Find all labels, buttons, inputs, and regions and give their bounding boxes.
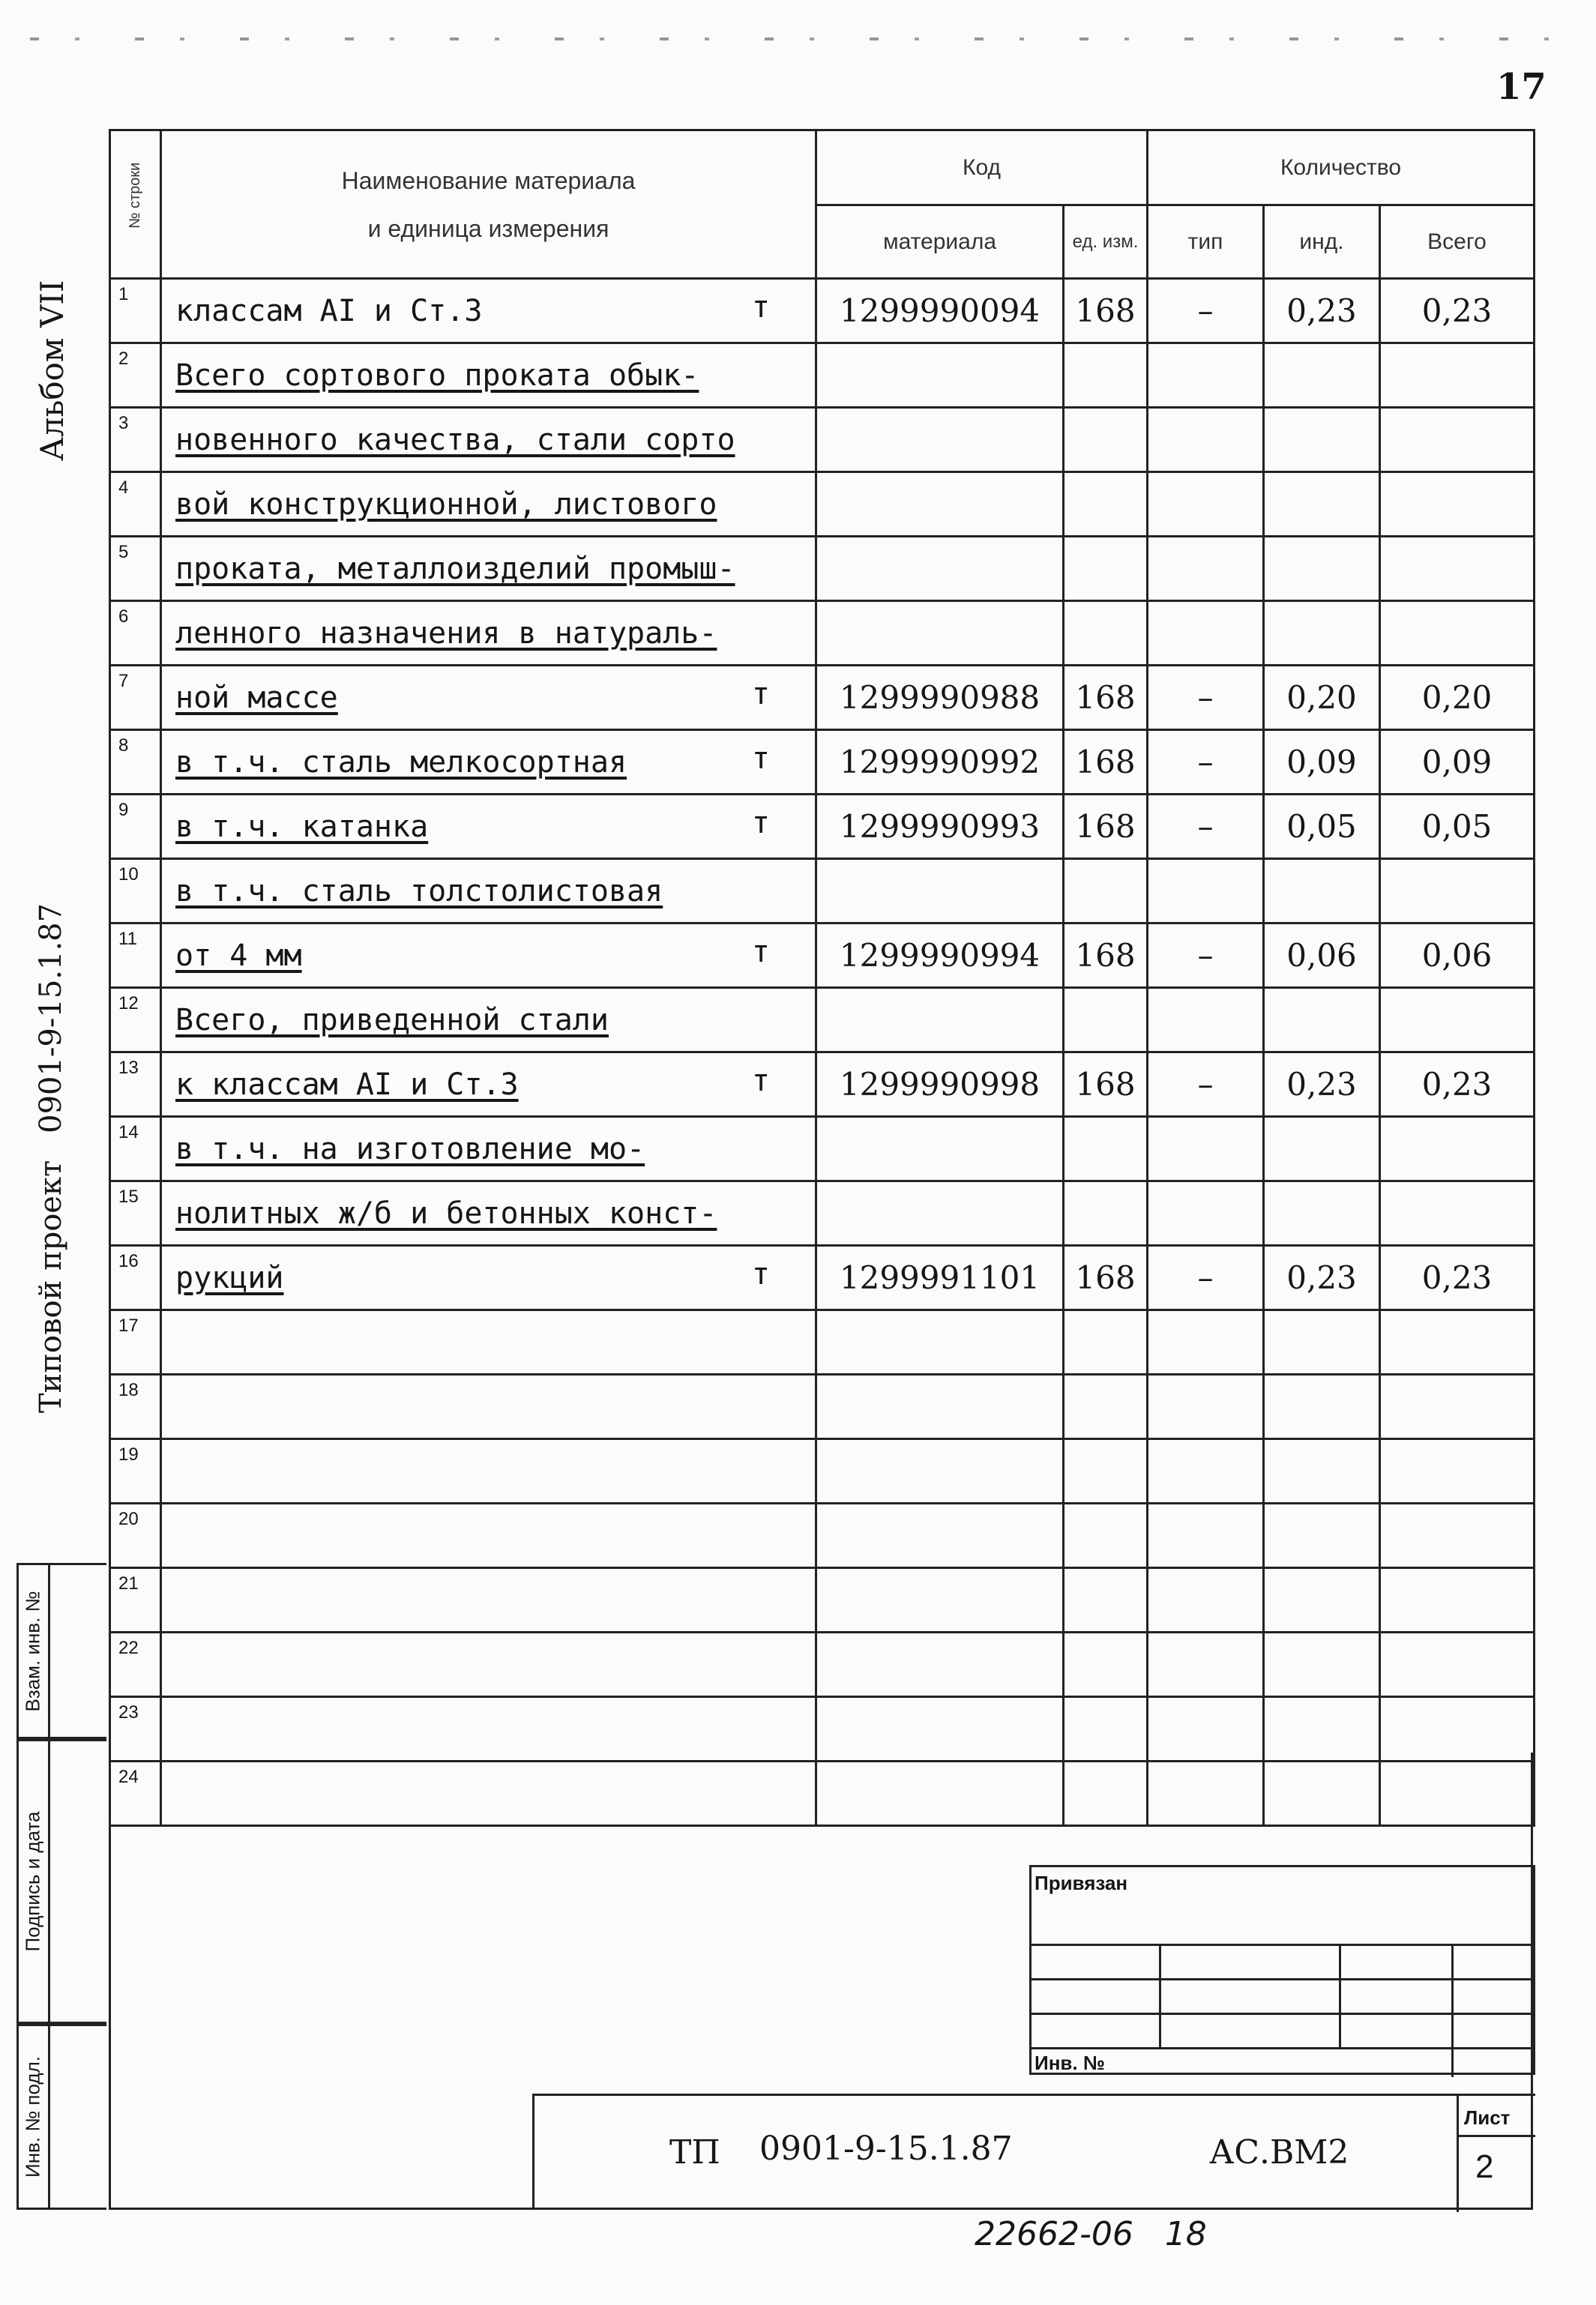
row-number: 23 [110, 1697, 161, 1762]
material-name-text: в т.ч. катанка [175, 809, 429, 844]
unit-symbol: т [751, 677, 770, 711]
material-code: 1299991101 [816, 1246, 1064, 1310]
qty-tip [1148, 601, 1264, 666]
unit-code: 168 [1064, 279, 1148, 343]
side-project-label: Типовой проект [34, 1160, 68, 1414]
table-row [110, 279, 1535, 343]
strip-sign-date [16, 1739, 106, 2024]
table-row [110, 1375, 1535, 1439]
material-name [161, 795, 816, 859]
qty-ind [1264, 537, 1380, 601]
qty-tip [1148, 408, 1264, 472]
material-code: 1299990094 [816, 279, 1064, 343]
header-code-group: Код [816, 130, 1148, 205]
qty-total: 0,23 [1380, 1246, 1535, 1310]
material-code [816, 343, 1064, 408]
row-number: 3 [110, 408, 161, 472]
qty-tip [1148, 859, 1264, 923]
strip-inv-orig-label: Инв. № подл. [21, 2056, 44, 2178]
material-name [161, 1246, 816, 1310]
table-row [110, 1439, 1535, 1504]
tp-prefix: ТП [669, 2133, 720, 2172]
material-name [161, 1633, 816, 1697]
qty-tip [1148, 1117, 1264, 1181]
qty-tip [1148, 472, 1264, 537]
strip-inv-orig [16, 2024, 106, 2210]
side-project-caption [34, 873, 71, 1443]
row-number: 16 [110, 1246, 161, 1310]
material-name [161, 666, 816, 730]
table-row [110, 1697, 1535, 1762]
table-row [110, 1310, 1535, 1375]
footer-area [109, 1753, 1533, 2210]
table-row [110, 988, 1535, 1052]
table-row [110, 1052, 1535, 1117]
tp-code: 0901-9-15.1.87 [759, 2130, 1013, 2168]
unit-code [1064, 343, 1148, 408]
attached-label: Привязан [1035, 1872, 1128, 1894]
material-name-text: проката, металлоизделий промыш- [175, 551, 735, 586]
materials-table [109, 129, 1535, 1827]
qty-total: 0,23 [1380, 279, 1535, 343]
inv-no-label: Инв. № [1035, 2052, 1105, 2074]
qty-ind [1264, 1568, 1380, 1633]
header-total: Всего [1380, 205, 1535, 279]
header-row-no: № строки [110, 130, 161, 279]
material-name-text: рукций [175, 1260, 284, 1295]
material-name-text: в т.ч. сталь мелкосортная [175, 744, 627, 780]
header-material-code: материала [816, 205, 1064, 279]
material-name [161, 1117, 816, 1181]
material-code [816, 859, 1064, 923]
row-number: 7 [110, 666, 161, 730]
row-number: 5 [110, 537, 161, 601]
qty-total [1380, 1375, 1535, 1439]
header-tip: тип [1148, 205, 1264, 279]
table-row [110, 923, 1535, 988]
qty-total: 0,06 [1380, 923, 1535, 988]
qty-ind [1264, 601, 1380, 666]
unit-code [1064, 859, 1148, 923]
unit-code [1064, 1310, 1148, 1375]
qty-ind: 0,09 [1264, 730, 1380, 795]
unit-symbol: т [751, 935, 770, 969]
unit-code [1064, 1439, 1148, 1504]
unit-code: 168 [1064, 730, 1148, 795]
qty-ind [1264, 1439, 1380, 1504]
material-name [161, 472, 816, 537]
material-name [161, 408, 816, 472]
sheet-value: 2 [1475, 2148, 1494, 2185]
unit-code [1064, 601, 1148, 666]
qty-ind [1264, 1633, 1380, 1697]
material-code [816, 1568, 1064, 1633]
row-number: 21 [110, 1568, 161, 1633]
row-number: 14 [110, 1117, 161, 1181]
material-name [161, 730, 816, 795]
qty-ind [1264, 859, 1380, 923]
unit-code: 168 [1064, 666, 1148, 730]
material-name [161, 1181, 816, 1246]
qty-ind: 0,06 [1264, 923, 1380, 988]
qty-tip [1148, 1633, 1264, 1697]
unit-code [1064, 1633, 1148, 1697]
qty-ind [1264, 1310, 1380, 1375]
qty-ind [1264, 1504, 1380, 1568]
qty-total: 0,23 [1380, 1052, 1535, 1117]
qty-tip: – [1148, 1052, 1264, 1117]
qty-ind [1264, 343, 1380, 408]
side-project-code: 0901-9-15.1.87 [34, 903, 68, 1133]
qty-ind [1264, 1375, 1380, 1439]
scan-noise [30, 37, 1574, 40]
material-code [816, 472, 1064, 537]
qty-total [1380, 1310, 1535, 1375]
qty-total [1380, 1504, 1535, 1568]
qty-ind: 0,23 [1264, 1052, 1380, 1117]
material-code: 1299990992 [816, 730, 1064, 795]
table-row [110, 601, 1535, 666]
material-name [161, 1504, 816, 1568]
unit-code: 168 [1064, 795, 1148, 859]
table-row [110, 343, 1535, 408]
archive-no: 22662-06 [975, 2215, 1133, 2253]
row-number: 13 [110, 1052, 161, 1117]
material-name-text: от 4 мм [175, 938, 302, 973]
row-number: 10 [110, 859, 161, 923]
material-name [161, 601, 816, 666]
strip-replace-inv-label: Взам. инв. № [21, 1590, 44, 1712]
qty-ind [1264, 988, 1380, 1052]
material-name [161, 859, 816, 923]
row-number: 15 [110, 1181, 161, 1246]
material-code [816, 537, 1064, 601]
qty-total [1380, 1181, 1535, 1246]
row-number: 19 [110, 1439, 161, 1504]
qty-total [1380, 1697, 1535, 1762]
qty-ind: 0,20 [1264, 666, 1380, 730]
material-name [161, 1375, 816, 1439]
qty-ind: 0,23 [1264, 279, 1380, 343]
qty-ind [1264, 1697, 1380, 1762]
material-name-text: нолитных ж/б и бетонных конст- [175, 1196, 717, 1231]
title-stamp [532, 2094, 1535, 2210]
header-name-line1: Наименование материала [341, 166, 636, 194]
qty-total: 0,20 [1380, 666, 1535, 730]
qty-total: 0,09 [1380, 730, 1535, 795]
qty-tip [1148, 343, 1264, 408]
doc-code: АС.ВМ2 [1209, 2133, 1349, 2172]
row-number: 24 [110, 1762, 161, 1826]
unit-code [1064, 408, 1148, 472]
archive-number [975, 2215, 1207, 2253]
material-name-text: новенного качества, стали сорто [175, 422, 735, 457]
unit-symbol: т [751, 290, 770, 325]
material-name [161, 1697, 816, 1762]
qty-total [1380, 408, 1535, 472]
table-row [110, 666, 1535, 730]
unit-code [1064, 537, 1148, 601]
qty-tip: – [1148, 795, 1264, 859]
qty-tip [1148, 1697, 1264, 1762]
row-number: 12 [110, 988, 161, 1052]
row-number: 4 [110, 472, 161, 537]
row-number: 2 [110, 343, 161, 408]
row-number: 20 [110, 1504, 161, 1568]
qty-total [1380, 537, 1535, 601]
qty-total [1380, 1117, 1535, 1181]
qty-total [1380, 1568, 1535, 1633]
row-number: 17 [110, 1310, 161, 1375]
unit-code [1064, 988, 1148, 1052]
table-row [110, 859, 1535, 923]
qty-tip [1148, 537, 1264, 601]
material-code [816, 988, 1064, 1052]
material-code: 1299990988 [816, 666, 1064, 730]
unit-code [1064, 1697, 1148, 1762]
material-code [816, 408, 1064, 472]
qty-tip: – [1148, 923, 1264, 988]
unit-symbol: т [751, 806, 770, 840]
table-row [110, 1181, 1535, 1246]
material-name [161, 923, 816, 988]
qty-total [1380, 343, 1535, 408]
table-row [110, 1568, 1535, 1633]
row-number: 18 [110, 1375, 161, 1439]
material-name-text: Всего сортового проката обык- [175, 358, 699, 393]
table-row [110, 795, 1535, 859]
table-row [110, 1504, 1535, 1568]
material-code: 1299990998 [816, 1052, 1064, 1117]
header-name-line2: и единица измерения [367, 214, 609, 242]
material-name [161, 1052, 816, 1117]
unit-code [1064, 472, 1148, 537]
qty-ind [1264, 1181, 1380, 1246]
material-name-text: ленного назначения в натураль- [175, 615, 717, 651]
qty-total [1380, 859, 1535, 923]
qty-tip [1148, 988, 1264, 1052]
material-name-text: к классам AI и Ст.3 [175, 1067, 519, 1102]
attached-stamp [1029, 1865, 1535, 2075]
qty-ind [1264, 408, 1380, 472]
unit-code [1064, 1375, 1148, 1439]
row-number: 1 [110, 279, 161, 343]
qty-ind: 0,05 [1264, 795, 1380, 859]
material-name-text: Всего, приведенной стали [175, 1002, 609, 1037]
material-code [816, 1375, 1064, 1439]
material-name-text: вой конструкционной, листового [175, 486, 717, 522]
header-unit-code: ед. изм. [1064, 205, 1148, 279]
material-name [161, 1568, 816, 1633]
material-name [161, 1310, 816, 1375]
row-number: 11 [110, 923, 161, 988]
unit-code [1064, 1117, 1148, 1181]
material-code [816, 1310, 1064, 1375]
qty-ind [1264, 472, 1380, 537]
material-name-text: в т.ч. на изготовление мо- [175, 1131, 645, 1166]
unit-symbol: т [751, 741, 770, 776]
material-code [816, 1117, 1064, 1181]
material-code: 1299990994 [816, 923, 1064, 988]
table-row [110, 1117, 1535, 1181]
qty-tip [1148, 1181, 1264, 1246]
qty-total [1380, 988, 1535, 1052]
table-row [110, 408, 1535, 472]
material-name [161, 537, 816, 601]
material-code [816, 1633, 1064, 1697]
header-ind: инд. [1264, 205, 1380, 279]
material-code [816, 1181, 1064, 1246]
strip-sign-date-label: Подпись и дата [21, 1811, 44, 1952]
qty-total [1380, 472, 1535, 537]
row-number: 22 [110, 1633, 161, 1697]
unit-code: 168 [1064, 923, 1148, 988]
qty-tip: – [1148, 1246, 1264, 1310]
row-number: 6 [110, 601, 161, 666]
qty-tip: – [1148, 730, 1264, 795]
qty-total: 0,05 [1380, 795, 1535, 859]
material-name [161, 1439, 816, 1504]
material-name [161, 279, 816, 343]
row-number: 8 [110, 730, 161, 795]
qty-tip [1148, 1568, 1264, 1633]
table-row [110, 472, 1535, 537]
table-row [110, 1246, 1535, 1310]
strip-replace-inv [16, 1563, 106, 1739]
qty-total [1380, 1439, 1535, 1504]
row-number: 9 [110, 795, 161, 859]
qty-tip: – [1148, 666, 1264, 730]
page-number: 17 [1496, 66, 1547, 108]
unit-code [1064, 1504, 1148, 1568]
unit-code [1064, 1181, 1148, 1246]
table-row [110, 730, 1535, 795]
material-code [816, 601, 1064, 666]
qty-tip [1148, 1504, 1264, 1568]
material-code: 1299990993 [816, 795, 1064, 859]
material-code [816, 1504, 1064, 1568]
qty-tip [1148, 1375, 1264, 1439]
unit-code [1064, 1568, 1148, 1633]
unit-code: 168 [1064, 1246, 1148, 1310]
qty-ind: 0,23 [1264, 1246, 1380, 1310]
material-code [816, 1439, 1064, 1504]
material-code [816, 1697, 1064, 1762]
table-row [110, 537, 1535, 601]
qty-ind [1264, 1117, 1380, 1181]
material-name [161, 343, 816, 408]
unit-code: 168 [1064, 1052, 1148, 1117]
material-name-text: в т.ч. сталь толстолистовая [175, 873, 663, 909]
unit-symbol: т [751, 1064, 770, 1098]
qty-tip: – [1148, 279, 1264, 343]
unit-symbol: т [751, 1257, 770, 1292]
table-row [110, 1633, 1535, 1697]
qty-tip [1148, 1439, 1264, 1504]
sheet-label: Лист [1464, 2106, 1511, 2129]
material-name-text: классам AI и Ст.3 [175, 293, 483, 328]
header-qty-group: Количество [1148, 130, 1535, 205]
album-label: Альбом VII [34, 280, 70, 461]
qty-total [1380, 601, 1535, 666]
header-name [161, 130, 816, 279]
archive-sheet: 18 [1164, 2215, 1207, 2253]
qty-total [1380, 1633, 1535, 1697]
qty-tip [1148, 1310, 1264, 1375]
material-name [161, 988, 816, 1052]
material-name-text: ной массе [175, 680, 338, 715]
